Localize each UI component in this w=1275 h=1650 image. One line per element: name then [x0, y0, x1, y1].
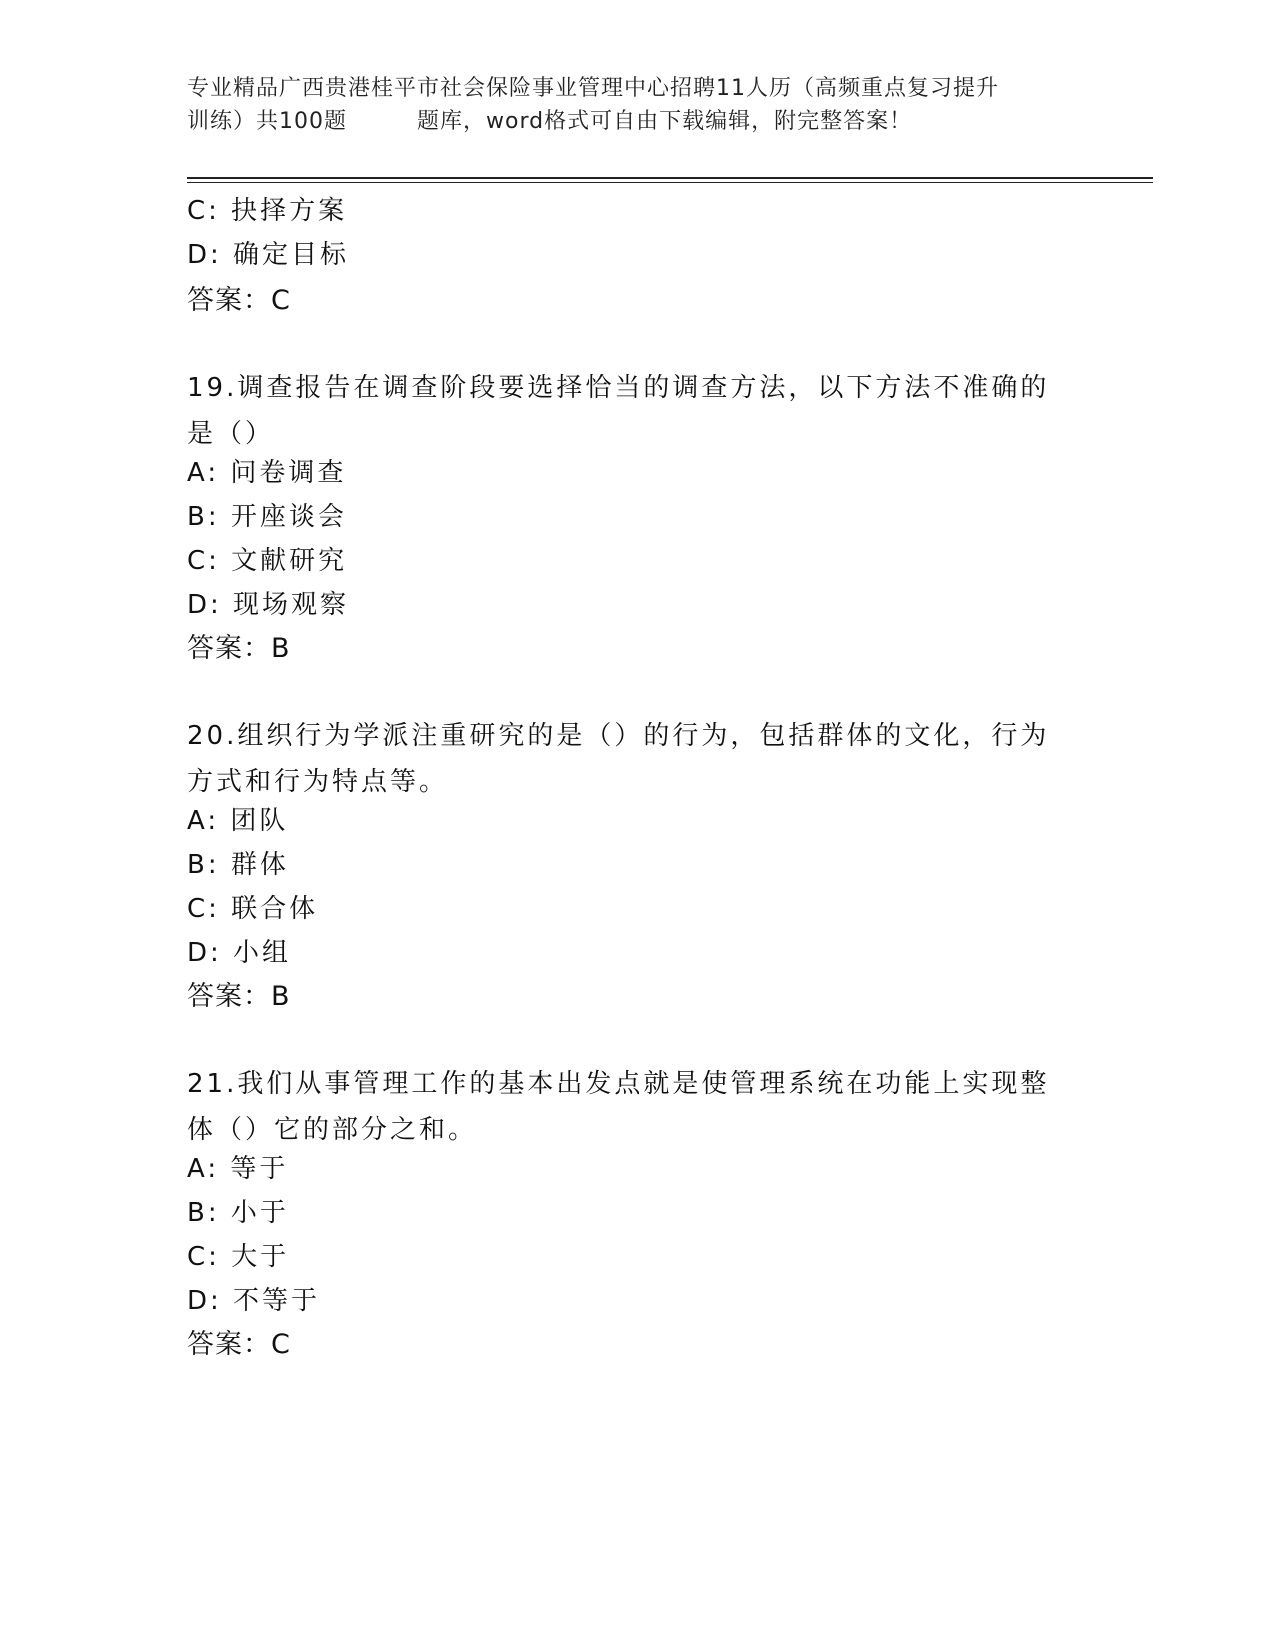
- question-20-option-c: C: 联合体: [187, 894, 319, 924]
- question-21-option-c: C: 大于: [187, 1242, 290, 1272]
- question-21-option-d: D: 不等于: [187, 1286, 321, 1316]
- question-21-option-b: B: 小于: [187, 1198, 289, 1228]
- question-21-answer: 答案：C: [187, 1329, 291, 1360]
- prev-option-d: D: 确定目标: [187, 240, 350, 270]
- header-line-2-right: 题库，word格式可自由下载编辑，附完整答案！: [417, 109, 913, 134]
- question-19-option-b: B: 开座谈会: [187, 502, 347, 532]
- question-21-option-a: A: 等于: [187, 1154, 289, 1184]
- question-19-option-a: A: 问卷调查: [187, 458, 347, 488]
- question-20-option-b: B: 群体: [187, 850, 289, 880]
- question-19-option-c: C: 文献研究: [187, 546, 348, 576]
- question-21-text: 21.我们从事管理工作的基本出发点就是使管理系统在功能上实现整体（）它的部分之和。: [187, 1069, 1050, 1145]
- header-line-2-left: 训练）共100题: [187, 109, 347, 134]
- question-20-answer: 答案：B: [187, 981, 291, 1012]
- header-divider-thin: [187, 182, 1153, 183]
- header-line-1: 专业精品广西贵港桂平市社会保险事业管理中心招聘11人历（高频重点复习提升: [187, 76, 999, 101]
- header-line-2: [187, 105, 1077, 138]
- page-header: [187, 72, 1077, 138]
- question-20-option-d: D: 小组: [187, 938, 292, 968]
- prev-answer: 答案：C: [187, 285, 291, 316]
- prev-option-c: C: 抉择方案: [187, 196, 348, 226]
- question-19-option-d: D: 现场观察: [187, 590, 350, 620]
- question-20-text: 20.组织行为学派注重研究的是（）的行为，包括群体的文化，行为方式和行为特点等。: [187, 721, 1050, 797]
- question-20-option-a: A: 团队: [187, 806, 289, 836]
- question-19-text: 19.调查报告在调查阶段要选择恰当的调查方法，以下方法不准确的是（）: [187, 373, 1050, 449]
- header-divider-thick: [187, 177, 1153, 179]
- question-19-answer: 答案：B: [187, 633, 291, 664]
